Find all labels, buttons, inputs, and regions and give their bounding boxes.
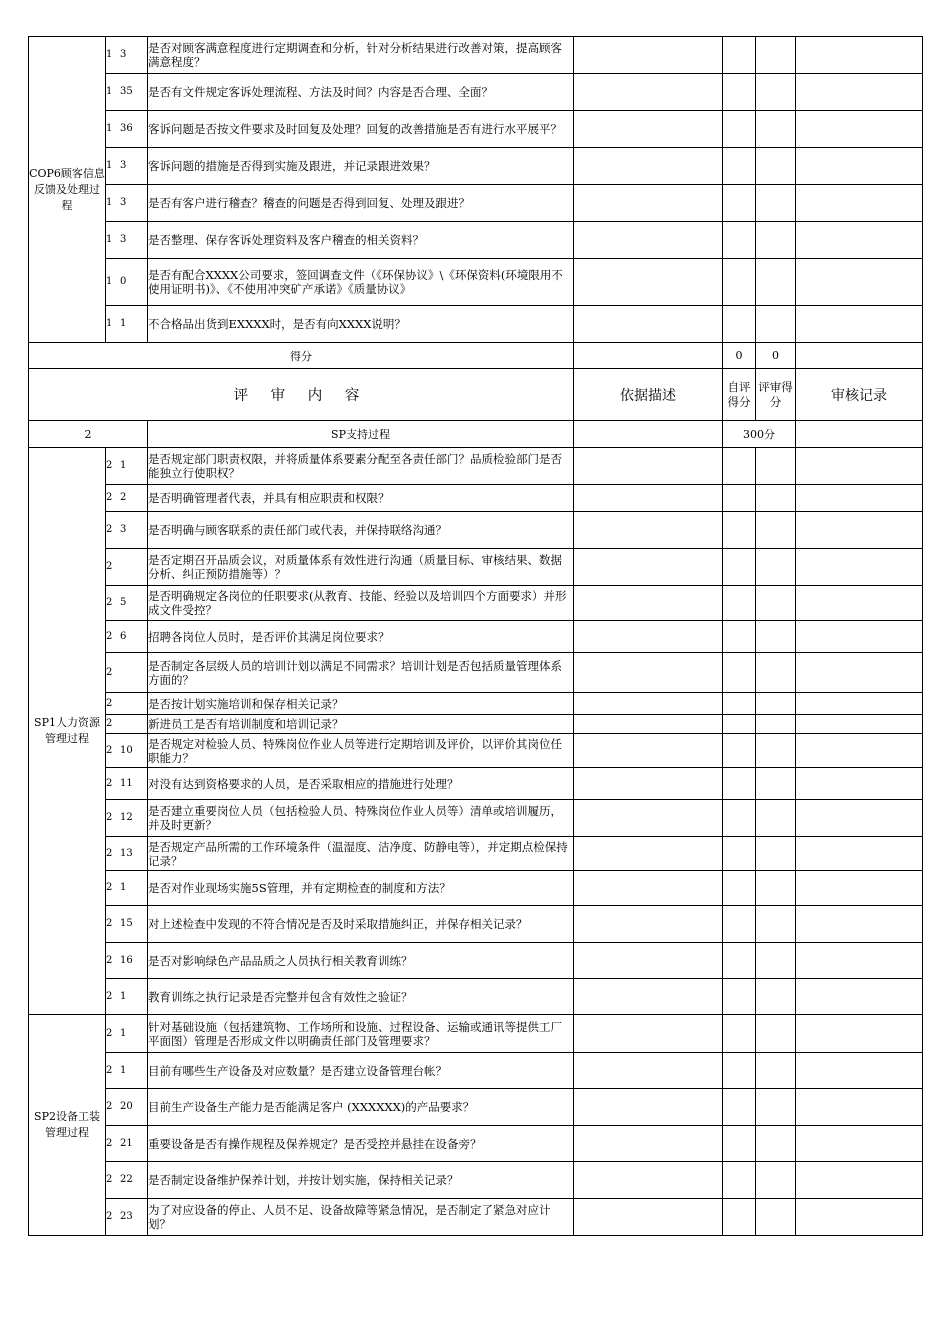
self-score-cell[interactable] (723, 653, 756, 693)
review-score-total: 0 (756, 343, 796, 369)
item-number-major: 2 (106, 460, 113, 471)
basis-cell[interactable] (574, 586, 723, 621)
item-number (106, 1089, 148, 1126)
audit-question: 是否有文件规定客诉处理流程、方法及时间？内容是否合理、全面？ (148, 74, 574, 111)
score-label: 得分 (29, 343, 574, 369)
audit-question: 重要设备是否有操作规程及保养规定？是否受控并悬挂在设备旁？ (148, 1126, 574, 1162)
basis-cell[interactable] (574, 485, 723, 512)
review-score-cell[interactable] (756, 621, 796, 653)
self-score-cell[interactable] (723, 37, 756, 74)
audit-record-cell[interactable] (796, 185, 923, 222)
item-number-major: 2 (106, 718, 113, 729)
basis-cell[interactable] (574, 549, 723, 586)
item-number-major: 2 (106, 561, 113, 572)
audit-record-cell[interactable] (796, 906, 923, 943)
self-score-cell[interactable] (723, 979, 756, 1015)
audit-question: 是否对顾客满意程度进行定期调查和分析，针对分析结果进行改善对策，提高顾客满意程度？ (148, 37, 574, 74)
header-review-score: 评审得分 (756, 369, 796, 421)
self-score-cell[interactable] (723, 185, 756, 222)
table-row (29, 549, 923, 586)
item-number-minor: 1 (120, 318, 127, 329)
item-number-minor: 3 (120, 234, 127, 245)
section-name: SP1人力资源管理过程 (29, 448, 106, 1015)
review-score-cell[interactable] (756, 693, 796, 715)
table-row (29, 306, 923, 343)
self-score-cell[interactable] (723, 800, 756, 837)
table-row (29, 485, 923, 512)
self-score-cell[interactable] (723, 837, 756, 871)
basis-cell[interactable] (574, 1126, 723, 1162)
review-score-cell[interactable] (756, 185, 796, 222)
self-score-cell[interactable] (723, 768, 756, 800)
item-number-minor: 11 (120, 777, 133, 789)
item-number-major: 2 (106, 847, 113, 859)
review-score-cell[interactable] (756, 259, 796, 306)
audit-question: 是否有配合XXXX公司要求，签回调查文件（《环保协议》\《环保资料(环境限用不使用证明书)》、《不使用冲突矿产承诺》《质量协议》 (148, 259, 574, 306)
score-basis-cell (574, 343, 723, 369)
item-number (106, 943, 148, 979)
basis-cell[interactable] (574, 448, 723, 485)
self-score-cell[interactable] (723, 306, 756, 343)
audit-record-cell[interactable] (796, 621, 923, 653)
self-score-cell[interactable] (723, 1162, 756, 1199)
table-row (29, 148, 923, 185)
item-number-major: 1 (106, 318, 113, 329)
basis-cell[interactable] (574, 222, 723, 259)
item-number (106, 448, 148, 485)
table-row (29, 979, 923, 1015)
audit-checklist-table (28, 36, 923, 1236)
item-number-major: 2 (106, 1101, 113, 1112)
audit-record-cell[interactable] (796, 1089, 923, 1126)
item-number-minor: 22 (120, 1174, 133, 1185)
audit-record-cell[interactable] (796, 74, 923, 111)
self-score-cell[interactable] (723, 448, 756, 485)
item-number-minor: 2 (120, 492, 127, 503)
audit-record-cell[interactable] (796, 979, 923, 1015)
review-score-cell[interactable] (756, 586, 796, 621)
audit-record-cell[interactable] (796, 485, 923, 512)
audit-record-cell[interactable] (796, 37, 923, 74)
item-number (106, 549, 148, 586)
header-content: 评 审 内 容 (29, 369, 574, 421)
audit-question: 是否明确规定各岗位的任职要求(从教育、技能、经验以及培训四个方面要求）并形成文件受控？ (148, 586, 574, 621)
item-number-major: 2 (106, 1064, 113, 1076)
audit-record-cell[interactable] (796, 837, 923, 871)
table-row (29, 448, 923, 485)
item-number-minor: 3 (120, 49, 127, 60)
audit-question: 是否对影响绿色产品品质之人员执行相关教育训练？ (148, 943, 574, 979)
basis-cell[interactable] (574, 979, 723, 1015)
audit-record-cell[interactable] (796, 148, 923, 185)
header-row (29, 369, 923, 421)
audit-record-cell[interactable] (796, 448, 923, 485)
audit-record-cell[interactable] (796, 871, 923, 906)
review-score-cell[interactable] (756, 37, 796, 74)
basis-cell[interactable] (574, 693, 723, 715)
audit-question: 招聘各岗位人员时，是否评价其满足岗位要求？ (148, 621, 574, 653)
item-number-minor: 1 (120, 1027, 127, 1039)
item-number-minor: 13 (120, 847, 133, 859)
audit-question: 是否规定部门职责权限，并将质量体系要素分配至各责任部门？品质检验部门是否能独立行使职权？ (148, 448, 574, 485)
table-row (29, 586, 923, 621)
audit-question: 针对基础设施（包括建筑物、工作场所和设施、过程设备、运输或通讯等提供工厂平面图）管理是否形成文件以明确责任部门及管理要求？ (148, 1015, 574, 1053)
item-number-major: 2 (106, 1211, 113, 1222)
audit-question: 目前有哪些生产设备及对应数量？是否建立设备管理台帐？ (148, 1053, 574, 1089)
audit-question: 是否规定产品所需的工作环境条件（温湿度、洁净度、防静电等），并定期点检保持记录？ (148, 837, 574, 871)
audit-question: 对没有达到资格要求的人员，是否采取相应的措施进行处理？ (148, 768, 574, 800)
review-score-cell[interactable] (756, 715, 796, 734)
review-score-cell[interactable] (756, 111, 796, 148)
item-number (106, 734, 148, 768)
audit-question: 新进员工是否有培训制度和培训记录？ (148, 715, 574, 734)
item-number-major: 2 (106, 1137, 113, 1149)
basis-cell[interactable] (574, 800, 723, 837)
audit-question: 目前生产设备生产能力是否能满足客户 (XXXXXX)的产品要求？ (148, 1089, 574, 1126)
item-number (106, 979, 148, 1015)
audit-record-cell[interactable] (796, 586, 923, 621)
table-row (29, 693, 923, 715)
table-row (29, 1053, 923, 1089)
item-number-major: 1 (106, 276, 113, 287)
item-number-major: 2 (106, 918, 113, 929)
audit-record-cell[interactable] (796, 1053, 923, 1089)
self-score-cell[interactable] (723, 734, 756, 768)
audit-record-cell[interactable] (796, 1126, 923, 1162)
table-row (29, 1089, 923, 1126)
item-number-major: 2 (106, 524, 113, 535)
basis-cell[interactable] (574, 653, 723, 693)
sp-record-cell (796, 421, 923, 448)
audit-record-cell[interactable] (796, 512, 923, 549)
item-number (106, 1053, 148, 1089)
item-number (106, 37, 148, 74)
header-basis: 依据描述 (574, 369, 723, 421)
item-number (106, 586, 148, 621)
self-score-cell[interactable] (723, 943, 756, 979)
item-number (106, 621, 148, 653)
audit-record-cell[interactable] (796, 943, 923, 979)
audit-question: 是否定期召开品质会议，对质量体系有效性进行沟通（质量目标、审核结果、数据分析、纠正预防措施等）？ (148, 549, 574, 586)
self-score-cell[interactable] (723, 621, 756, 653)
basis-cell[interactable] (574, 148, 723, 185)
sp-number: 2 (29, 421, 148, 448)
audit-question: 是否制定各层级人员的培训计划以满足不同需求？培训计划是否包括质量管理体系方面的？ (148, 653, 574, 693)
item-number (106, 715, 148, 734)
table-row (29, 715, 923, 734)
item-number-major: 2 (106, 666, 113, 678)
table-row (29, 800, 923, 837)
self-score-cell[interactable] (723, 586, 756, 621)
self-score-cell[interactable] (723, 1126, 756, 1162)
table-row (29, 37, 923, 74)
review-score-cell[interactable] (756, 1053, 796, 1089)
review-score-cell[interactable] (756, 943, 796, 979)
audit-question: 客诉问题是否按文件要求及时回复及处理？回复的改善措施是否有进行水平展平？ (148, 111, 574, 148)
table-row (29, 222, 923, 259)
sp-title-row (29, 421, 923, 448)
self-score-cell[interactable] (723, 871, 756, 906)
self-score-cell[interactable] (723, 1015, 756, 1053)
basis-cell[interactable] (574, 37, 723, 74)
review-score-cell[interactable] (756, 1089, 796, 1126)
audit-record-cell[interactable] (796, 1162, 923, 1199)
review-score-cell[interactable] (756, 734, 796, 768)
self-score-cell[interactable] (723, 485, 756, 512)
review-score-cell[interactable] (756, 979, 796, 1015)
review-score-cell[interactable] (756, 148, 796, 185)
item-number-major: 1 (106, 197, 113, 208)
self-score-cell[interactable] (723, 693, 756, 715)
item-number-major: 2 (106, 777, 113, 789)
sp-points: 300分 (723, 421, 796, 448)
item-number (106, 906, 148, 943)
table-row (29, 621, 923, 653)
table-row (29, 734, 923, 768)
self-score-cell[interactable] (723, 512, 756, 549)
item-number-major: 1 (106, 49, 113, 60)
table-row (29, 906, 923, 943)
audit-question: 为了对应设备的停止、人员不足、设备故障等紧急情况，是否制定了紧急对应计划？ (148, 1199, 574, 1236)
item-number (106, 1199, 148, 1236)
basis-cell[interactable] (574, 943, 723, 979)
item-number-minor: 3 (120, 197, 127, 208)
item-number-major: 2 (106, 882, 113, 893)
item-number (106, 871, 148, 906)
item-number (106, 1162, 148, 1199)
score-record-cell (796, 343, 923, 369)
item-number (106, 1126, 148, 1162)
audit-question: 是否规定对检验人员、特殊岗位作业人员等进行定期培训及评价，以评价其岗位任职能力？ (148, 734, 574, 768)
item-number-major: 2 (106, 990, 113, 1002)
item-number-minor: 1 (120, 882, 127, 893)
item-number-major: 2 (106, 1174, 113, 1185)
table-row (29, 512, 923, 549)
review-score-cell[interactable] (756, 1015, 796, 1053)
basis-cell[interactable] (574, 1162, 723, 1199)
item-number (106, 693, 148, 715)
audit-record-cell[interactable] (796, 800, 923, 837)
table-row (29, 259, 923, 306)
header-self-score: 自评得分 (723, 369, 756, 421)
table-row (29, 1162, 923, 1199)
audit-question: 是否制定设备维护保养计划，并按计划实施，保持相关记录？ (148, 1162, 574, 1199)
item-number-minor: 20 (120, 1101, 133, 1112)
review-score-cell[interactable] (756, 768, 796, 800)
self-score-cell[interactable] (723, 906, 756, 943)
basis-cell[interactable] (574, 1089, 723, 1126)
review-score-cell[interactable] (756, 800, 796, 837)
audit-question: 教育训练之执行记录是否完整并包含有效性之验证？ (148, 979, 574, 1015)
item-number (106, 74, 148, 111)
item-number-major: 2 (106, 630, 113, 642)
audit-question: 是否整理、保存客诉处理资料及客户稽查的相关资料？ (148, 222, 574, 259)
item-number-minor: 15 (120, 918, 133, 929)
item-number-minor: 35 (120, 86, 133, 97)
item-number (106, 306, 148, 343)
self-score-cell[interactable] (723, 259, 756, 306)
item-number (106, 111, 148, 148)
self-score-cell[interactable] (723, 549, 756, 586)
table-row (29, 111, 923, 148)
self-score-cell[interactable] (723, 74, 756, 111)
self-score-total: 0 (723, 343, 756, 369)
table-row (29, 74, 923, 111)
basis-cell[interactable] (574, 837, 723, 871)
self-score-cell[interactable] (723, 715, 756, 734)
basis-cell[interactable] (574, 871, 723, 906)
basis-cell[interactable] (574, 734, 723, 768)
audit-question: 是否明确与顾客联系的责任部门或代表，并保持联络沟通？ (148, 512, 574, 549)
item-number-minor: 16 (120, 954, 133, 966)
table-row (29, 1199, 923, 1236)
self-score-cell[interactable] (723, 222, 756, 259)
item-number-minor: 5 (120, 597, 127, 608)
basis-cell[interactable] (574, 111, 723, 148)
audit-record-cell[interactable] (796, 693, 923, 715)
review-score-cell[interactable] (756, 448, 796, 485)
audit-question: 是否建立重要岗位人员（包括检验人员、特殊岗位作业人员等）清单或培训履历，并及时更新？ (148, 800, 574, 837)
item-number-minor: 0 (120, 276, 127, 287)
audit-question: 对上述检查中发现的不符合情况是否及时采取措施纠正，并保存相关记录？ (148, 906, 574, 943)
item-number (106, 259, 148, 306)
table-row (29, 837, 923, 871)
review-score-cell[interactable] (756, 222, 796, 259)
basis-cell[interactable] (574, 715, 723, 734)
item-number-minor: 1 (120, 1064, 127, 1076)
section-name: COP6顾客信息反馈及处理过程 (29, 37, 106, 343)
item-number (106, 800, 148, 837)
item-number-major: 1 (106, 160, 113, 171)
item-number (106, 1015, 148, 1053)
item-number-major: 2 (106, 697, 113, 709)
item-number-minor: 3 (120, 160, 127, 171)
item-number-major: 1 (106, 123, 113, 134)
audit-record-cell[interactable] (796, 259, 923, 306)
audit-record-cell[interactable] (796, 653, 923, 693)
basis-cell[interactable] (574, 512, 723, 549)
item-number-minor: 23 (120, 1211, 133, 1222)
basis-cell[interactable] (574, 74, 723, 111)
item-number-major: 2 (106, 492, 113, 503)
audit-question: 是否有客户进行稽查？稽查的问题是否得到回复、处理及跟进？ (148, 185, 574, 222)
self-score-cell[interactable] (723, 111, 756, 148)
review-score-cell[interactable] (756, 512, 796, 549)
audit-question: 是否按计划实施培训和保存相关记录？ (148, 693, 574, 715)
audit-record-cell[interactable] (796, 768, 923, 800)
basis-cell[interactable] (574, 1199, 723, 1236)
item-number-minor: 12 (120, 812, 133, 823)
audit-question: 客诉问题的措施是否得到实施及跟进，并记录跟进效果？ (148, 148, 574, 185)
self-score-cell[interactable] (723, 148, 756, 185)
basis-cell[interactable] (574, 185, 723, 222)
audit-record-cell[interactable] (796, 306, 923, 343)
self-score-cell[interactable] (723, 1089, 756, 1126)
score-row (29, 343, 923, 369)
self-score-cell[interactable] (723, 1199, 756, 1236)
basis-cell[interactable] (574, 306, 723, 343)
audit-question: 是否明确管理者代表，并具有相应职责和权限？ (148, 485, 574, 512)
basis-cell[interactable] (574, 621, 723, 653)
item-number-minor: 36 (120, 123, 133, 134)
item-number (106, 768, 148, 800)
review-score-cell[interactable] (756, 653, 796, 693)
item-number-minor: 1 (120, 460, 127, 471)
audit-record-cell[interactable] (796, 1015, 923, 1053)
review-score-cell[interactable] (756, 1162, 796, 1199)
table-row (29, 653, 923, 693)
item-number-major: 2 (106, 954, 113, 966)
section-name: SP2设备工装管理过程 (29, 1015, 106, 1236)
review-score-cell[interactable] (756, 549, 796, 586)
item-number (106, 185, 148, 222)
item-number-minor: 21 (120, 1137, 133, 1149)
self-score-cell[interactable] (723, 1053, 756, 1089)
review-score-cell[interactable] (756, 306, 796, 343)
table-row (29, 943, 923, 979)
basis-cell[interactable] (574, 1015, 723, 1053)
review-score-cell[interactable] (756, 837, 796, 871)
item-number (106, 148, 148, 185)
item-number-major: 2 (106, 812, 113, 823)
sp-basis-cell (574, 421, 723, 448)
table-row (29, 1015, 923, 1053)
table-row (29, 871, 923, 906)
item-number-minor: 10 (120, 744, 133, 756)
item-number-major: 2 (106, 1027, 113, 1039)
item-number (106, 485, 148, 512)
basis-cell[interactable] (574, 768, 723, 800)
item-number-major: 1 (106, 234, 113, 245)
item-number (106, 222, 148, 259)
audit-record-cell[interactable] (796, 734, 923, 768)
review-score-cell[interactable] (756, 1199, 796, 1236)
audit-record-cell[interactable] (796, 715, 923, 734)
item-number-minor: 1 (120, 990, 127, 1002)
audit-record-cell[interactable] (796, 222, 923, 259)
item-number (106, 837, 148, 871)
item-number-major: 2 (106, 744, 113, 756)
review-score-cell[interactable] (756, 485, 796, 512)
item-number (106, 512, 148, 549)
sp-title: SP支持过程 (148, 421, 574, 448)
review-score-cell[interactable] (756, 1126, 796, 1162)
table-row (29, 185, 923, 222)
basis-cell[interactable] (574, 1053, 723, 1089)
review-score-cell[interactable] (756, 74, 796, 111)
review-score-cell[interactable] (756, 906, 796, 943)
item-number-major: 2 (106, 597, 113, 608)
audit-record-cell[interactable] (796, 1199, 923, 1236)
audit-record-cell[interactable] (796, 111, 923, 148)
table-row (29, 768, 923, 800)
basis-cell[interactable] (574, 259, 723, 306)
review-score-cell[interactable] (756, 871, 796, 906)
basis-cell[interactable] (574, 906, 723, 943)
audit-question: 不合格品出货到EXXXX时，是否有向XXXX说明？ (148, 306, 574, 343)
table-row (29, 1126, 923, 1162)
item-number-minor: 6 (120, 630, 127, 642)
item-number-major: 1 (106, 86, 113, 97)
item-number (106, 653, 148, 693)
audit-record-cell[interactable] (796, 549, 923, 586)
audit-question: 是否对作业现场实施5S管理，并有定期检查的制度和方法？ (148, 871, 574, 906)
header-record: 审核记录 (796, 369, 923, 421)
item-number-minor: 3 (120, 524, 127, 535)
